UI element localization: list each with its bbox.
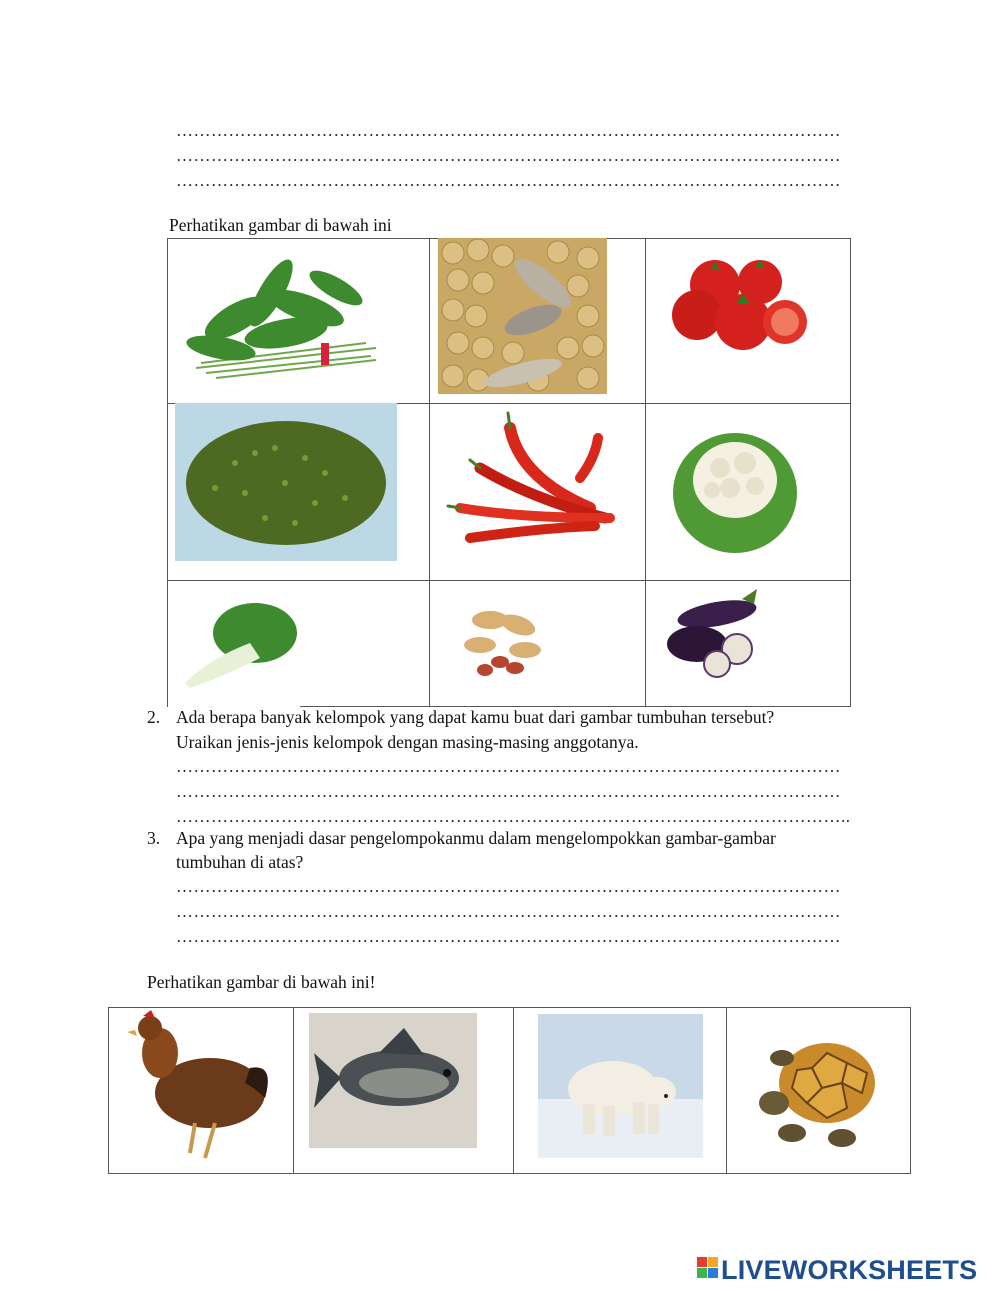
answer-line[interactable]: …………………………………………………………………………………………………….. [176,807,851,826]
question-text: Apa yang menjadi dasar pengelompokanmu dalam mengelompokkan gambar-gambar [176,828,776,848]
answer-line[interactable]: …………………………………………………………………………………………………… [176,782,841,801]
answer-line[interactable]: …………………………………………………………………………………………………… [176,121,841,140]
answer-line[interactable]: …………………………………………………………………………………………………… [176,757,841,776]
mung-beans-image [175,403,397,561]
answer-line[interactable]: …………………………………………………………………………………………………… [176,902,841,921]
red-chili-image [440,408,615,558]
bok-choy-image [180,598,300,690]
fish-image [309,1013,477,1148]
water-spinach-image [176,248,386,393]
liveworksheets-logo-icon [697,1257,718,1283]
answer-line[interactable]: …………………………………………………………………………………………………… [176,146,841,165]
section-instruction: Perhatikan gambar di bawah ini! [147,972,376,992]
chicken-image [125,1008,275,1163]
answer-line[interactable]: …………………………………………………………………………………………………… [176,927,841,946]
polar-bear-image [538,1014,703,1158]
eggplant-image [662,584,772,684]
peanuts-image [460,600,550,680]
liveworksheets-logo [697,1256,977,1284]
cauliflower-image [670,418,800,558]
question-number: 3. [147,828,161,848]
question-text: Ada berapa banyak kelompok yang dapat kamu buat dari gambar tumbuhan tersebut? [176,707,775,727]
question-number: 2. [147,707,161,727]
soybeans-image [438,238,607,394]
turtle-image [752,1018,887,1158]
section-instruction: Perhatikan gambar di bawah ini [169,215,392,235]
question-text: tumbuhan di atas? [176,852,304,872]
question-text: Uraikan jenis-jenis kelompok dengan masing-masing anggotanya. [176,732,639,752]
tomatoes-image [665,250,815,360]
liveworksheets-logo-text: LIVEWORKSHEETS [721,1254,978,1285]
answer-line[interactable]: …………………………………………………………………………………………………… [176,171,841,190]
answer-line[interactable]: …………………………………………………………………………………………………… [176,877,841,896]
